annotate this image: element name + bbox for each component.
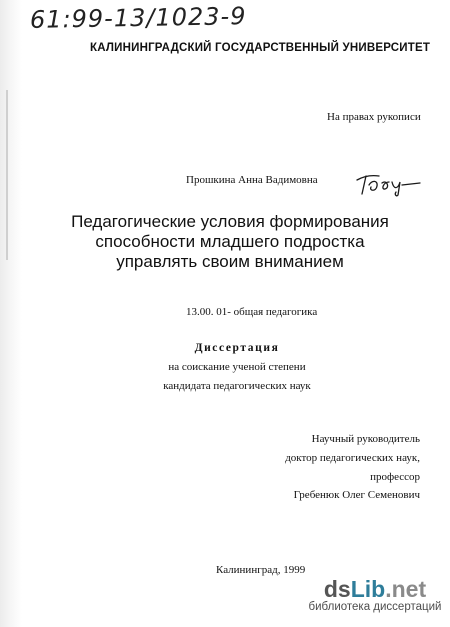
degree-line-2: кандидата педагогических наук	[163, 380, 311, 392]
watermark-logo	[305, 577, 445, 601]
watermark-brand-lib: Lib	[350, 576, 386, 602]
dslib-watermark[interactable]	[305, 577, 445, 621]
dissertation-label: Диссертация	[194, 342, 280, 354]
scan-edge-shadow	[0, 0, 22, 627]
specialty-code: 13.00. 01- общая педагогика	[186, 306, 318, 318]
watermark-brand-net: .net	[385, 576, 427, 602]
degree-line-1: на соискание ученой степени	[168, 361, 306, 373]
author-name: Прошкина Анна Вадимовна	[186, 174, 318, 186]
handwritten-signature	[354, 167, 424, 197]
supervisor-name: Гребенюк Олег Семенович	[293, 489, 420, 501]
catalog-number: 61:99-13/1023-9	[29, 2, 247, 34]
university-name: КАЛИНИНГРАДСКИЙ ГОСУДАРСТВЕННЫЙ УНИВЕРСИТЕТ	[90, 42, 431, 54]
dissertation-title	[60, 212, 400, 272]
title-line-2: способности младшего подростка	[95, 232, 365, 251]
title-line-1: Педагогические условия формирования	[71, 212, 389, 231]
rights-note: На правах рукописи	[327, 111, 421, 123]
place-year: Калининград, 1999	[216, 564, 306, 576]
supervisor-role: Научный руководитель	[311, 433, 420, 445]
scan-edge-mark	[6, 90, 8, 260]
supervisor-title: профессор	[370, 471, 420, 483]
supervisor-degree: доктор педагогических наук,	[285, 452, 420, 464]
title-line-3: управлять своим вниманием	[116, 252, 344, 271]
watermark-subtitle: библиотека диссертаций	[308, 601, 442, 613]
watermark-brand-ds: ds	[323, 576, 351, 602]
